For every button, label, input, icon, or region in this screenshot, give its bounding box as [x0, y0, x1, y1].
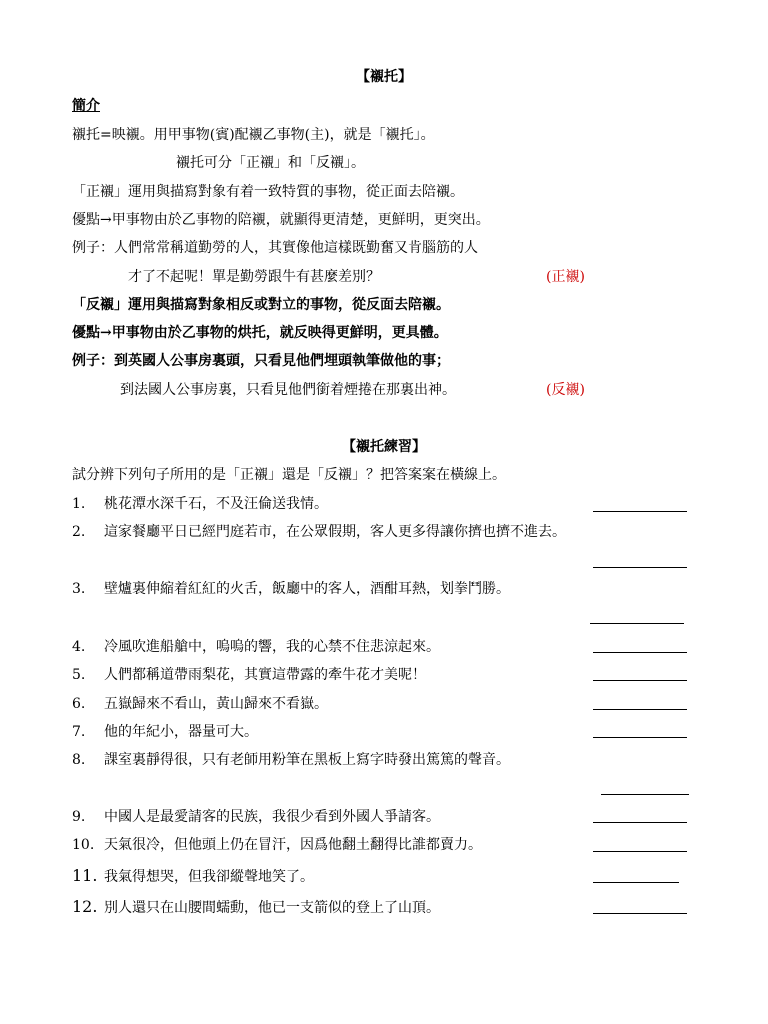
answer-blank[interactable] — [593, 511, 687, 512]
question-text: 課室裏靜得很，只有老師用粉筆在黑板上寫字時發出篤篤的聲音。 — [104, 752, 510, 768]
zheng-example-line-1: 例子：人們常常稱道勤勞的人，其實像他這樣既勤奮又肯腦筋的人 — [72, 240, 478, 256]
question-text: 五嶽歸來不看山，黃山歸來不看嶽。 — [104, 696, 328, 712]
fan-tag: (反襯) — [546, 382, 585, 398]
answer-blank[interactable] — [593, 652, 687, 653]
answer-blank[interactable] — [593, 709, 687, 710]
question-number: 12. — [72, 897, 98, 916]
answer-blank[interactable] — [593, 851, 687, 852]
zheng-tag: (正襯) — [546, 269, 585, 285]
answer-blank[interactable] — [593, 567, 687, 568]
question-text: 冷風吹進船艙中，嗚嗚的響，我的心禁不住悲涼起來。 — [104, 639, 440, 655]
answer-blank[interactable] — [593, 913, 687, 914]
question-number: 7. — [72, 724, 86, 740]
intro-line-1: 襯托=映襯。用甲事物(賓)配襯乙事物(主)，就是「襯托」。 — [72, 127, 435, 143]
question-text: 他的年紀小，器量可大。 — [104, 724, 258, 740]
answer-blank[interactable] — [590, 623, 684, 624]
question-number: 6. — [72, 696, 86, 712]
question-text: 天氣很冷，但他頭上仍在冒汗，因爲他翻土翻得比誰都賣力。 — [104, 837, 482, 853]
question-text: 別人還只在山腰間蠕動，他已一支箭似的登上了山頂。 — [104, 900, 440, 916]
question-text: 桃花潭水深千石，不及汪倫送我情。 — [104, 496, 328, 512]
question-number: 4. — [72, 639, 86, 655]
practice-title: 【襯托練習】 — [342, 439, 426, 455]
answer-blank[interactable] — [601, 794, 689, 795]
fan-definition: 「反襯」運用與描寫對象相反或對立的事物，從反面去陪襯。 — [72, 297, 450, 313]
fan-advantage: 優點→甲事物由於乙事物的烘托，就反映得更鮮明，更具體。 — [72, 325, 448, 341]
answer-blank[interactable] — [593, 822, 687, 823]
zheng-example-line-2: 才了不起呢！單是勤勞跟牛有甚麼差別？ — [128, 269, 380, 285]
question-number: 5. — [72, 667, 86, 683]
question-number: 11. — [72, 866, 98, 885]
answer-blank[interactable] — [593, 737, 687, 738]
question-number: 10. — [72, 837, 95, 853]
question-number: 2. — [72, 524, 86, 540]
practice-instruction: 試分辨下列句子所用的是「正襯」還是「反襯」？把答案案在橫線上。 — [72, 467, 506, 483]
fan-example-line-1: 例子：到英國人公事房裏頭，只看見他們埋頭執筆做他的事； — [72, 353, 450, 369]
question-text: 我氣得想哭，但我卻縱聲地笑了。 — [104, 869, 314, 885]
zheng-definition: 「正襯」運用與描寫對象有着一致特質的事物，從正面去陪襯。 — [72, 184, 464, 200]
question-text: 壁爐裏伸縮着紅紅的火舌，飯廳中的客人，酒酣耳熱，划拳鬥勝。 — [104, 581, 510, 597]
question-number: 9. — [72, 809, 86, 825]
intro-line-2: 襯托可分「正襯」和「反襯」。 — [176, 155, 365, 171]
question-text: 人們都稱道帶雨梨花，其實這帶露的牽牛花才美呢！ — [104, 667, 426, 683]
answer-blank[interactable] — [593, 680, 687, 681]
question-number: 3. — [72, 581, 86, 597]
answer-blank[interactable] — [593, 882, 679, 883]
question-number: 1. — [72, 496, 86, 512]
question-number: 8. — [72, 752, 86, 768]
zheng-advantage: 優點→甲事物由於乙事物的陪襯，就顯得更清楚，更鮮明，更突出。 — [72, 212, 490, 228]
question-text: 中國人是最愛請客的民族，我很少看到外國人爭請客。 — [104, 809, 440, 825]
page-title: 【襯托】 — [356, 69, 412, 85]
question-text: 這家餐廳平日已經門庭若市，在公眾假期，客人更多得讓你擠也擠不進去。 — [104, 524, 566, 540]
fan-example-line-2: 到法國人公事房裏，只看見他們銜着煙捲在那裏出神。 — [120, 382, 456, 398]
intro-heading: 簡介 — [72, 98, 100, 114]
